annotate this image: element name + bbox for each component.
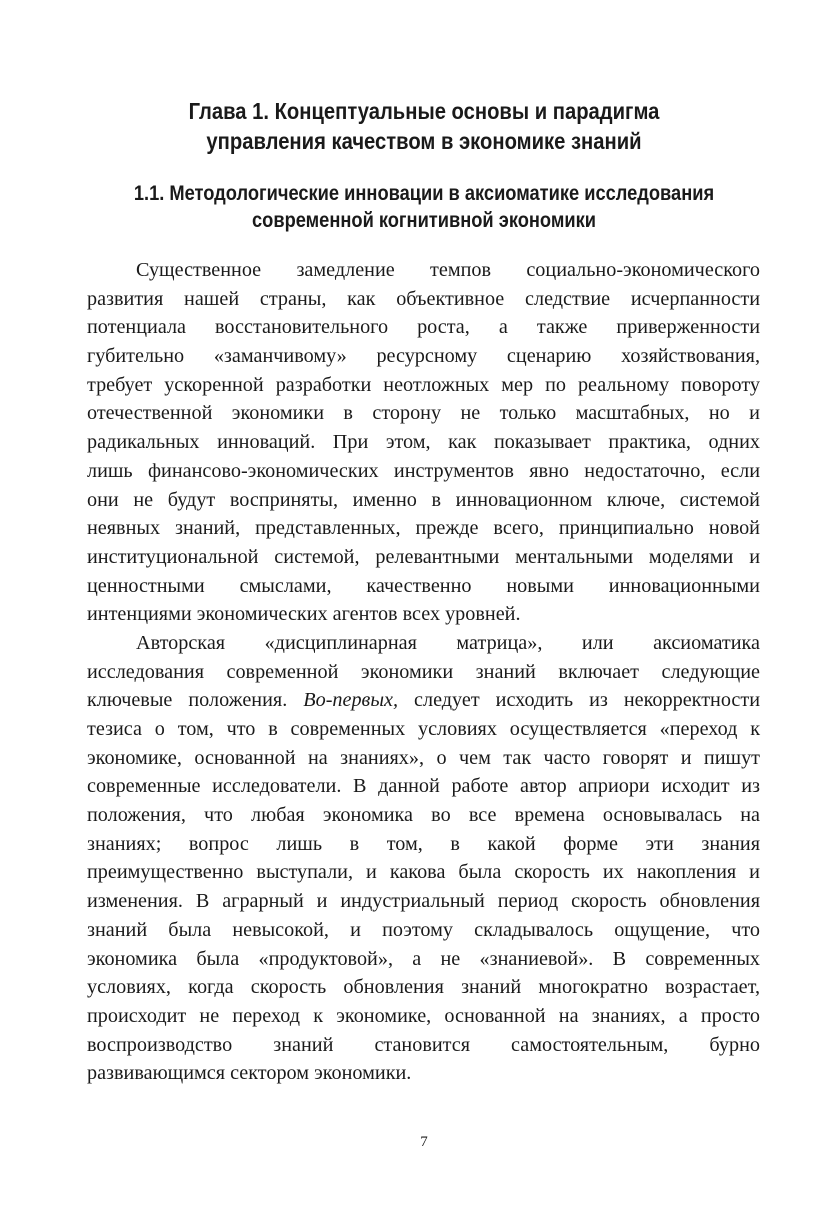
paragraph-2 — [87, 629, 760, 1088]
section-title-line-2: современной когнитивной экономики — [252, 209, 596, 232]
text-line: знаниях; вопрос лишь в том, в какой форме эти знания — [87, 832, 760, 855]
text-line: неявных знаний, представленных, прежде всего, принципиально новой — [87, 517, 760, 540]
chapter-title-line-2: управления качеством в экономике знаний — [206, 128, 642, 154]
text-line — [87, 686, 760, 715]
text-line: отечественной экономики в сторону не только масштабных, но и — [87, 402, 760, 425]
text-fragment: следует исходить из некорректности — [414, 689, 761, 712]
text-line: ценностными смыслами, качественно новыми инновационными — [87, 574, 760, 597]
chapter-title — [145, 96, 702, 156]
text-line: лишь финансово-экономических инструментов явно недостаточно, если — [87, 459, 760, 482]
text-line: институциональной системой, релевантными ментальными моделями и — [87, 545, 760, 568]
chapter-title-line-1: Глава 1. Концептуальные основы и парадигма — [188, 98, 660, 124]
paragraph-1 — [87, 256, 760, 629]
text-line: экономика была «продуктовой», а не «знаниевой». В современных — [87, 947, 760, 970]
text-line: тезиса о том, что в современных условиях осуществляется «переход к — [87, 718, 760, 740]
body-text — [87, 256, 760, 1088]
text-line: положения, что любая экономика во все времена основывалась на — [87, 804, 760, 827]
text-line: преимущественно выступали, и какова была скорость их накопления и — [87, 861, 760, 884]
section-title — [107, 180, 740, 234]
text-line: современные исследователи. В данной работе автор априори исходит из — [87, 775, 760, 798]
text-fragment: ключевые положения. — [87, 689, 288, 712]
text-line: радикальных инноваций. При этом, как показывает практика, одних — [87, 431, 760, 454]
text-line: воспроизводство знаний становится самостоятельным, бурно — [87, 1033, 760, 1056]
page-number: 7 — [420, 1134, 428, 1150]
text-line: изменения. В аграрный и индустриальный период скорость обновления — [87, 890, 760, 913]
emphasis-text: Во-первых, — [303, 689, 399, 712]
text-line: интенциями экономических агентов всех уровней. — [87, 603, 521, 626]
text-line: потенциала восстановительного роста, а также приверженности — [87, 316, 760, 339]
text-line: условиях, когда скорость обновления знаний многократно возрастает, — [87, 976, 760, 999]
text-line: Авторская «дисциплинарная матрица», или аксиоматика — [136, 631, 760, 654]
text-line: они не будут восприняты, именно в инновационном ключе, системой — [87, 488, 760, 511]
text-line: губительно «заманчивому» ресурсному сценарию хозяйствования, — [87, 345, 760, 368]
text-line: происходит не переход к экономике, основанной на знаниях, а просто — [87, 1004, 760, 1027]
text-line: знаний была невысокой, и поэтому складывалось ощущение, что — [87, 918, 760, 941]
text-line: экономике, основанной на знаниях», о чем так часто говорят и пишут — [87, 746, 760, 769]
section-title-line-1: 1.1. Методологические инновации в аксиоматике исследования — [133, 182, 715, 205]
text-line: развивающимся сектором экономики. — [87, 1062, 412, 1085]
text-line: развития нашей страны, как объективное следствие исчерпанности — [87, 287, 760, 310]
text-line: Существенное замедление темпов социально-экономического — [136, 259, 760, 281]
text-line: требует ускоренной разработки неотложных мер по реальному повороту — [87, 373, 760, 396]
text-line: исследования современной экономики знаний включает следующие — [87, 660, 760, 683]
